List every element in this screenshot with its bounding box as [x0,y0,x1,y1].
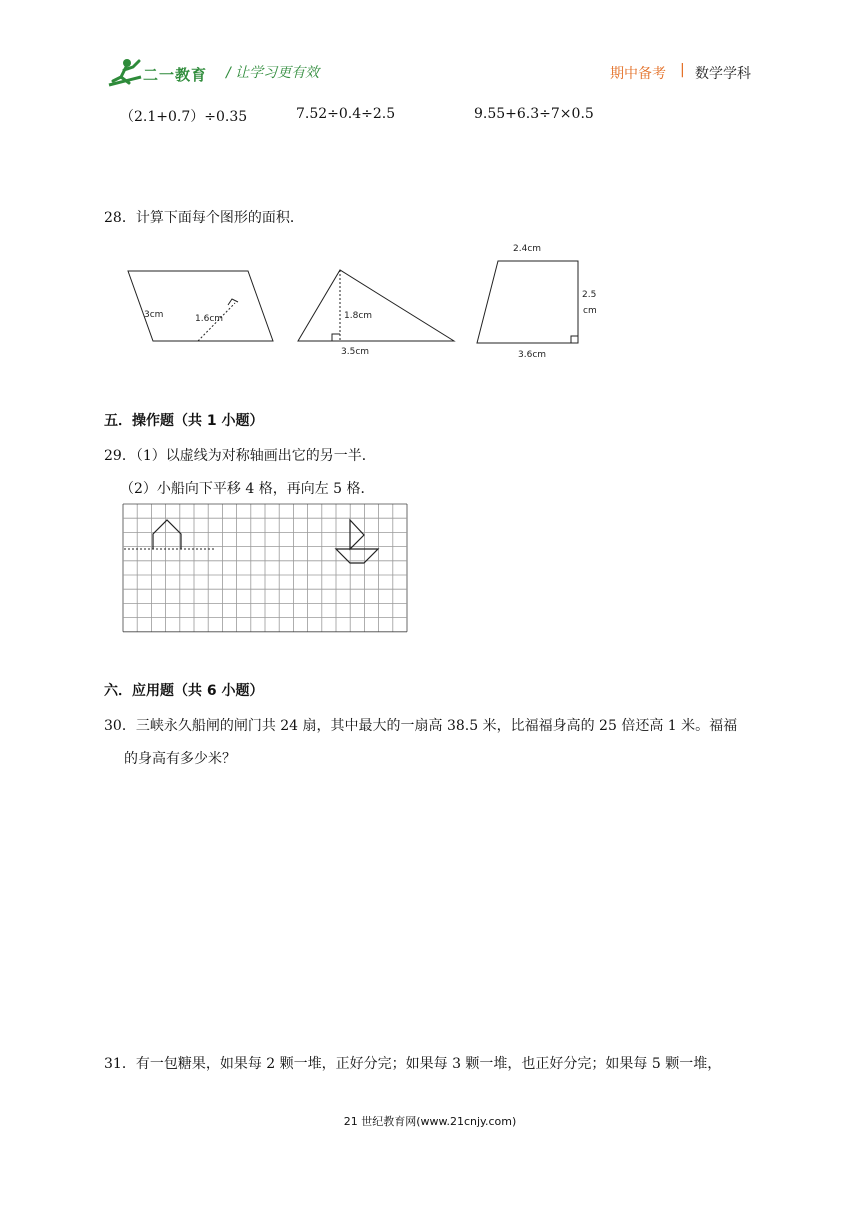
trapezoid-top-label: 2.4cm [513,244,542,254]
half-shape [153,520,181,549]
parallelogram-side-label: 3cm [144,310,164,320]
exam-label: 期中备考 [610,66,666,82]
section-6-heading: 六．应用题（共 6 小题） [104,683,264,699]
triangle-figure [298,270,454,357]
page-footer: 21 世纪教育网(www.21cnjy.com) [343,1115,517,1128]
expression-3: 9.55+6.3÷7×0.5 [474,106,594,122]
question-30-line-1: 30．三峡永久船闸的闸门共 24 扇，其中最大的一扇高 38.5 米，比福福身高的 25 倍还高 1 米。福福 [104,718,738,734]
question-29-part-2: （2）小船向下平移 4 格，再向左 5 格． [120,481,375,497]
section-5-heading: 五．操作题（共 1 小题） [104,413,264,429]
slogan: / 让学习更有效 [226,65,320,81]
trapezoid-height-unit: cm [583,306,597,316]
expression-2: 7.52÷0.4÷2.5 [296,106,396,122]
brand-name: 二一教育 [143,66,208,84]
parallelogram-figure [128,271,273,341]
subject-label: 数学学科 [695,66,751,82]
question-31-line-1: 31．有一包糖果，如果每 2 颗一堆，正好分完；如果每 3 颗一堆，也正好分完；如果每 5 颗一堆， [104,1056,722,1072]
grid-figure [122,503,410,637]
header-separator: | [680,62,685,78]
trapezoid-height-number: 2.5 [582,290,597,300]
area-figures [120,235,600,365]
parallelogram-height-label: 1.6cm [195,314,224,324]
boat-shape [336,520,378,563]
question-30-line-2: 的身高有多少米？ [124,751,236,767]
triangle-base-label: 3.5cm [341,347,370,357]
question-29-part-1: 29．（1）以虚线为对称轴画出它的另一半． [104,448,376,464]
grid-lines [123,504,407,632]
question-28: 28．计算下面每个图形的面积． [104,210,304,226]
trapezoid-figure [477,244,597,360]
trapezoid-bottom-label: 3.6cm [518,350,547,360]
expression-1: （2.1+0.7）÷0.35 [120,109,248,125]
triangle-height-label: 1.8cm [344,311,373,321]
